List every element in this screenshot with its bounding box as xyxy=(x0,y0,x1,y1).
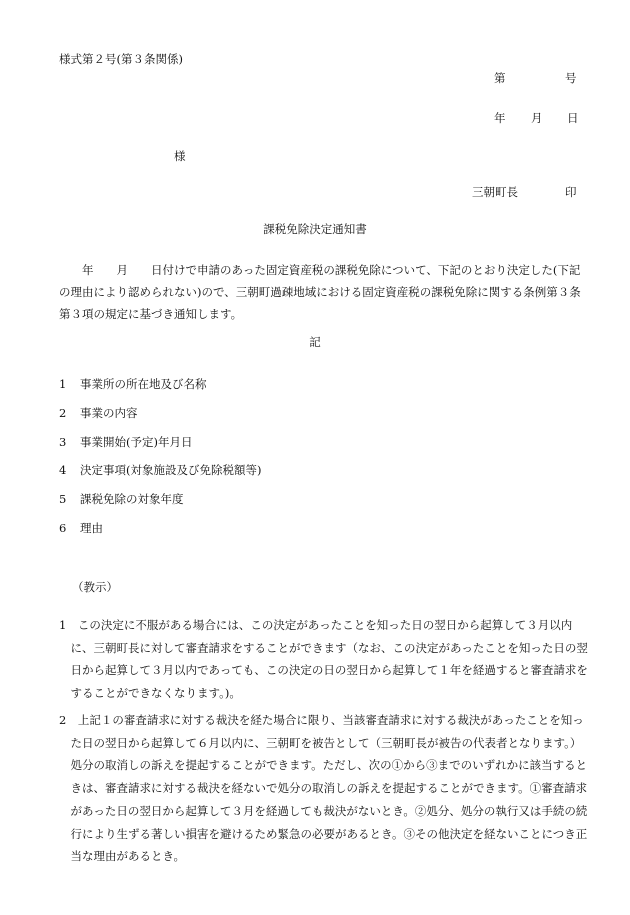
item-label: 決定事項(対象施設及び免除税額等) xyxy=(80,463,262,478)
issuer-name: 三朝町長 xyxy=(472,185,518,199)
list-item xyxy=(59,521,261,550)
item-label: 課税免除の対象年度 xyxy=(80,492,184,507)
item-label: 事業の内容 xyxy=(80,405,138,420)
issuer-seal-mark: 印 xyxy=(565,185,577,199)
list-item xyxy=(59,377,261,406)
item-number: 3 xyxy=(59,434,67,449)
item-list xyxy=(59,377,261,550)
item-number: 4 xyxy=(59,463,67,478)
document-number-suffix: 号 xyxy=(565,71,577,85)
addressee-honorific: 様 xyxy=(174,149,186,163)
date-year-label: 年 xyxy=(494,111,506,125)
item-label: 理由 xyxy=(80,520,103,535)
instruction-paragraph-1: 1 この決定に不服がある場合には、この決定があったことを知った日の翌日から起算して３月以内に、三朝町長に対して審査請求をすることができます（なお、この決定があったことを知った日の翌日から起算して３月以内であっても、この決定の日の翌日から起算して１年を経過すると審査請求をすることができなくなります。)。 xyxy=(59,618,588,701)
list-item xyxy=(59,492,261,521)
ki-heading: 記 xyxy=(309,335,321,349)
document-title: 課税免除決定通知書 xyxy=(263,222,367,236)
form-number-label: 様式第２号(第３条関係) xyxy=(59,52,183,66)
list-item xyxy=(59,435,261,464)
list-item xyxy=(59,406,261,435)
item-number: 1 xyxy=(59,377,67,391)
item-number: 6 xyxy=(59,520,67,535)
item-label: 事業所の所在地及び名称 xyxy=(80,377,207,391)
instruction-paragraph-2: 2 上記１の審査請求に対する裁決を経た場合に限り、当該審査請求に対する裁決があったことを知った日の翌日から起算して６月以内に、三朝町を被告として（三朝町長が被告の代表者となります。）処分の取消しの訴えを提起することができます。ただし、次の①から③までのいずれかに該当するときは、審査請求に対する裁決を経ないで処分の取消しの訴えを提起することができます。①審査請求があった日の翌日から起算して３月を経過しても裁決がないとき。②処分、処分の執行又は手続の続行により生ずる著しい損害を避けるため緊急の必要があるとき。③その他決定を経ないことにつき正当な理由があるとき。 xyxy=(59,713,588,864)
item-number: 5 xyxy=(59,492,67,507)
document-number-prefix: 第 xyxy=(494,71,506,85)
item-label: 事業開始(予定)年月日 xyxy=(80,434,193,449)
date-day-label: 日 xyxy=(567,111,579,125)
notice-body-paragraph: 年 月 日付けで申請のあった固定資産税の課税免除について、下記のとおり決定した(下記の理由により認められない)ので、三朝町過疎地域における固定資産税の課税免除に関する条例第３条第３項の規定に基づき通知します。 xyxy=(59,263,581,321)
list-item xyxy=(59,463,261,492)
date-month-label: 月 xyxy=(531,111,543,125)
item-number: 2 xyxy=(59,405,67,420)
instruction-heading: （教示） xyxy=(72,580,118,594)
